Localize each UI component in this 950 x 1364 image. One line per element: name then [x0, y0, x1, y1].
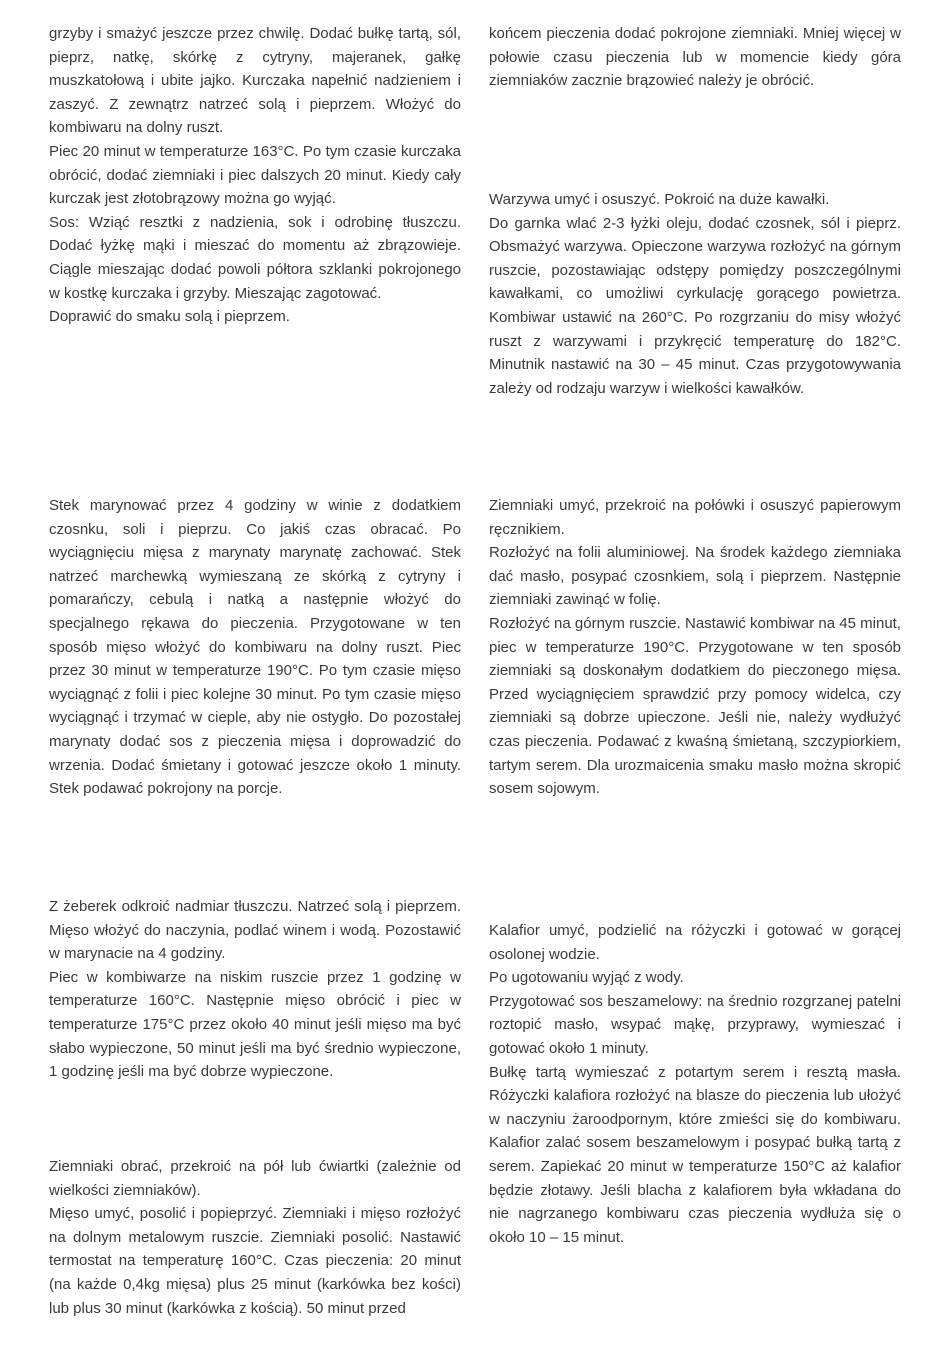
paragraph: Doprawić do smaku solą i pieprzem. — [49, 308, 290, 326]
roasted-vegetables-recipe — [489, 188, 901, 400]
paragraph: Rozłożyć na folii aluminiowej. Na środek każdego ziemniaka dać masło, posypać czosnkiem, solą i pieprzem. Następnie ziemniaki zawinąć w folię. — [489, 544, 901, 609]
paragraph: Piec w kombiwarze na niskim ruszcie przez 1 godzinę w temperaturze 160°C. Następnie mięso obrócić i piec w temperaturze 175°C przez około 40 minut jeśli mięso ma być słabo wypieczone, 50 minut jeśli ma być średnio wypieczone, 1 godzinę jeśli ma być dobrze wypieczone. — [49, 968, 461, 1081]
paragraph: Piec 20 minut w temperaturze 163°C. Po tym czasie kurczaka obrócić, dodać ziemniaki i piec dalszych 20 minut. Kiedy cały kurczak jest złotobrązowy można go wyjąć. — [49, 142, 461, 208]
paragraph: Bułkę tartą wymieszać z potartym serem i resztą masła. Różyczki kalafiora rozłożyć na blasze do pieczenia lub ułożyć w naczyniu żaroodpornym, które zmieści się do kombiwaru. Kalafior zalać sosem beszamelowym i posypać bułką tartą z serem. Zapiekać 20 minut w temperaturze 150°C aż kalafior będzie złotawy. Jeśli blacha z kalafiorem była wkładana do nie nagrzanego kombiwaru czas pieczenia wydłuża się o około 10 – 15 minut. — [489, 1063, 901, 1246]
paragraph: końcem pieczenia dodać pokrojone ziemniaki. Mniej więcej w połowie czasu pieczenia lub w momencie kiedy góra ziemniaków zacznie brązowieć należy je obrócić. — [489, 25, 901, 90]
chicken-recipe-continued — [49, 22, 461, 329]
paragraph: Ziemniaki umyć, przekroić na połówki i osuszyć papierowym ręcznikiem. — [489, 497, 901, 538]
paragraph: Rozłożyć na górnym ruszcie. Nastawić kombiwar na 45 minut, piec w temperaturze 190°C. Przygotowane w ten sposób ziemniaki są doskonałym dodatkiem do pieczonego mięsa. Przed wyciągnięciem sprawdzić przy pomocy widelca, czy ziemniaki są dobrze upieczone. Jeśli nie, należy wydłużyć czas pieczenia. Podawać z kwaśną śmietaną, szczypiorkiem, tartym serem. Dla urozmaicenia smaku masło można skropić sosem sojowym. — [489, 614, 901, 798]
paragraph: grzyby i smażyć jeszcze przez chwilę. Dodać bułkę tartą, sól, pieprz, natkę, skórkę z cytryny, majeranek, gałkę muszkatołową i ubite jajko. Kurczaka napełnić nadzieniem i zaszyć. Z zewnątrz natrzeć solą i pieprzem. Włożyć do kombiwaru na dolny ruszt. — [49, 25, 461, 137]
paragraph: Mięso umyć, posolić i popieprzyć. Ziemniaki i mięso rozłożyć na dolnym metalowym ruszcie. Ziemniaki posolić. Nastawić termostat na temperaturę 160°C. Czas pieczenia: 20 minut (na każde 0,4kg mięsa) plus 25 minut (karkówka bez kości) lub plus 30 minut (karkówka z kością). 50 minut przed — [49, 1205, 461, 1317]
paragraph: Warzywa umyć i osuszyć. Pokroić na duże kawałki. — [489, 191, 830, 208]
cauliflower-recipe — [489, 919, 901, 1249]
pork-neck-recipe — [49, 1155, 461, 1320]
paragraph: Sos: Wziąć resztki z nadzienia, sok i odrobinę tłuszczu. Dodać łyżkę mąki i mieszać do momentu aż zbrązowieje. Ciągle mieszając dodać powoli półtora szklanki pokrojonego w kostkę kurczaka i grzyby. Mieszając zagotować. — [49, 213, 461, 302]
pork-neck-recipe-continued — [489, 22, 901, 93]
paragraph: Kalafior umyć, podzielić na różyczki i gotować w gorącej osolonej wodzie. — [489, 922, 901, 963]
paragraph: Po ugotowaniu wyjąć z wody. — [489, 969, 684, 987]
paragraph: Stek marynować przez 4 godziny w winie z dodatkiem czosnku, soli i pieprzu. Co jakiś czas obracać. Po wyciągnięciu mięsa z marynaty marynatę zachować. Stek natrzeć marchewką wymieszaną ze skórką z cytryny i pomarańczy, cebulą i natką a następnie włożyć do specjalnego rękawa do pieczenia. Przygotowane w ten sposób mięso włożyć do kombiwaru na dolny ruszt. Piec przez 30 minut w temperaturze 190°C. Po tym czasie mięso wyciągnąć z folii i piec kolejne 30 minut. Po tym czasie mięso wyciągnąć i trzymać w cieple, aby nie ostygło. Do pozostałej marynaty dodać sos z pieczenia mięsa i doprowadzić do wrzenia. Dodać śmietany i gotować jeszcze około 1 minuty. Stek podawać pokrojony na porcje. — [49, 497, 461, 798]
paragraph: Do garnka wlać 2-3 łyżki oleju, dodać czosnek, sól i pieprz. Obsmażyć warzywa. Opieczone warzywa rozłożyć na górnym ruszcie, pozostawiając odstępy pomiędzy poszczególnymi kawałkami, co umożliwi cyrkulację gorącego powietrza. Kombiwar ustawić na 260°C. Po rozgrzaniu do misy włożyć ruszt z warzywami i przykręcić temperaturę do 182°C. Minutnik nastawić na 30 – 45 minut. Czas przygotowywania zależy od rodzaju warzyw i wielkości kawałków. — [489, 214, 901, 397]
paragraph: Z żeberek odkroić nadmiar tłuszczu. Natrzeć solą i pieprzem. Mięso włożyć do naczynia, podlać winem i wodą. Pozostawić w marynacie na 4 godziny. — [49, 898, 461, 963]
ribs-recipe — [49, 895, 461, 1084]
steak-recipe — [49, 494, 461, 801]
paragraph: Przygotować sos beszamelowy: na średnio rozgrzanej patelni roztopić masło, wsypać mąkę, przyprawy, wymieszać i gotować około 1 minuty. — [489, 992, 901, 1057]
baked-potatoes-recipe — [489, 494, 901, 801]
paragraph: Ziemniaki obrać, przekroić na pół lub ćwiartki (zależnie od wielkości ziemniaków). — [49, 1158, 461, 1199]
